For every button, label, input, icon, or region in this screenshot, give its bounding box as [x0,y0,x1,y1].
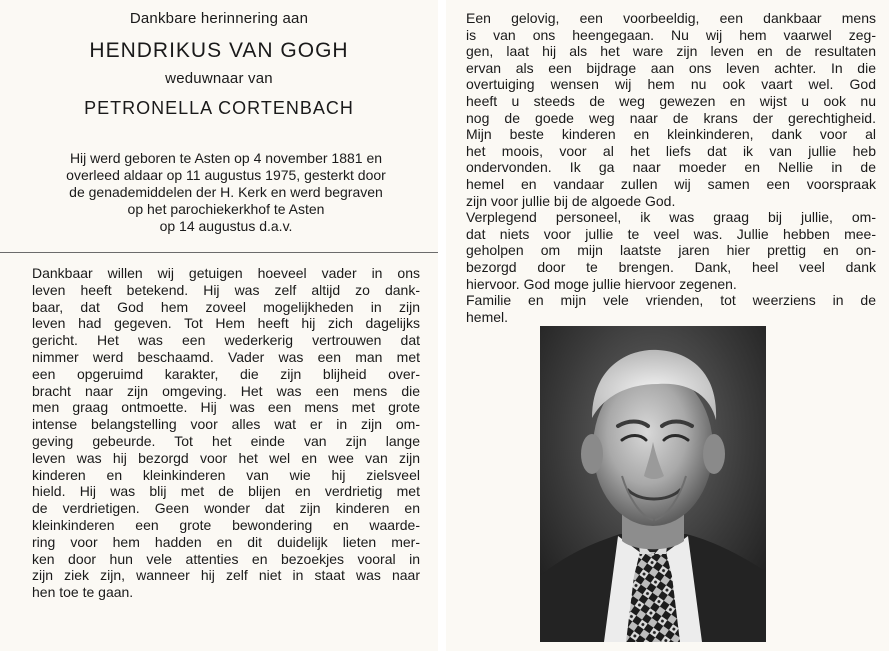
bio-line: de genademiddelen der H. Kerk en werd begraven [69,184,383,200]
bio-line: op het parochiekerkhof te Asten [127,201,325,217]
bio-line: overleed aldaar op 11 augustus 1975, gesterkt door [66,167,386,183]
heading-block [0,8,438,122]
heading-intro: Dankbare herinnering aan [129,10,309,27]
tribute-line: leven heeft betekend. Hij was zelf altijd zo dank- [32,281,420,298]
bio-line: op 14 augustus d.a.v. [159,218,293,234]
tribute-line: bracht naar zijn omgeving. Het was een mens die [32,382,420,399]
tribute-line: kinderen en kleinkinderen van wie hij zielsveel [32,466,420,483]
tribute-line: zijn ziek zijn, wanneer hij zelf niet in staat was naar [32,567,420,584]
farewell-line: hemel en vandaar zullen wij samen een voorspraak [466,175,876,192]
tribute-line: gericht. Het was een wederkerig vertrouwen dat [32,332,420,349]
deceased-name: HENDRIKUS VAN GOGH [89,39,349,62]
portrait-illustration [540,326,766,642]
farewell-line: heeft u steeds de weg gewezen en wijst u ook nu [466,92,876,109]
spouse-name: PETRONELLA CORTENBACH [84,98,354,118]
farewell-line: geholpen om mijn laatste jaren hier prettig en on- [466,242,876,259]
farewell-text [466,10,876,325]
tribute-line: men graag ontmoette. Hij was een mens met grote [32,399,420,416]
farewell-line: hemel. [466,308,509,325]
tribute-line: ring voor hem hadden en dit duidelijk lieten mer- [32,533,420,550]
farewell-line: bezorgd door te brengen. Dank, heel veel dank [466,258,876,275]
left-panel [0,0,438,651]
tribute-line: hield. Hij was blij met de blijen en verdrietig met [32,483,420,500]
portrait-photo [540,326,766,642]
farewell-line: het moois, voor al het liefs dat ik van jullie heb [466,142,876,159]
tribute-line: hen toe te gaan. [32,584,134,601]
farewell-line: nog de goede weg naar de krans der gerechtigheid. [466,109,876,126]
farewell-line: zijn voor jullie bij de algoede God. [466,192,676,209]
tribute-line: de verdrietigen. Geen wonder dat zijn kinderen en [32,500,420,517]
tribute-line: intense belangstelling voor alles wat er in zijn om- [32,416,420,433]
tribute-line: nimmer werd beschaamd. Vader was een man met [32,348,420,365]
left-ear [581,434,603,474]
tribute-line: Dankbaar willen wij getuigen hoeveel vader in ons [32,265,420,281]
divider [0,252,438,253]
farewell-line: dat niets voor jullie te veel was. Jullie hebben mee- [466,225,876,242]
tribute-line: een opgeruimd karakter, die zijn blijheid over- [32,365,420,382]
tribute-text [32,265,420,601]
farewell-line: ervan als een bijdrage aan ons leven achter. In die [466,59,876,76]
farewell-line: Verplegend personeel, ik was graag bij jullie, om- [466,209,876,226]
right-panel [446,0,889,651]
farewell-line: overtuiging wensen wij hem nu ook vaart wel. God [466,76,876,93]
farewell-line: ondervonden. Ik ga naar moeder en Nellie in de [466,159,876,176]
tribute-line: baar, dat God hem zoveel mogelijkheden in zijn [32,298,420,315]
tribute-line: geving gebeurde. Tot het einde van zijn lange [32,432,420,449]
bio-line: Hij werd geboren te Asten op 4 november 1881 en [69,150,383,166]
farewell-line: is van ons heengegaan. Nu wij hem vaarwel zeg- [466,26,876,43]
tribute-line: ken door hun vele attenties en bezoekjes vooral in [32,550,420,567]
biography [32,150,420,235]
farewell-line: gen, laat hij als het ware zijn leven en de resultaten [466,43,876,60]
right-ear [703,434,725,474]
farewell-line: Familie en mijn vele vrienden, tot weerziens in de [466,292,876,309]
tribute-line: leven was hij bezorgd voor het wel en wee van zijn [32,449,420,466]
farewell-line: hiervoor. God moge jullie hiervoor zegenen. [466,275,737,292]
tribute-line: kleinkinderen een grote bewondering en waarde- [32,516,420,533]
farewell-line: Een gelovig, een voorbeeldig, een dankbaar mens [466,10,876,26]
tribute-line: leven had gegeven. Tot Hem heeft hij zich dagelijks [32,315,420,332]
relation-label: weduwnaar van [165,70,273,87]
farewell-line: Mijn beste kinderen en kleinkinderen, dank voor al [466,126,876,143]
